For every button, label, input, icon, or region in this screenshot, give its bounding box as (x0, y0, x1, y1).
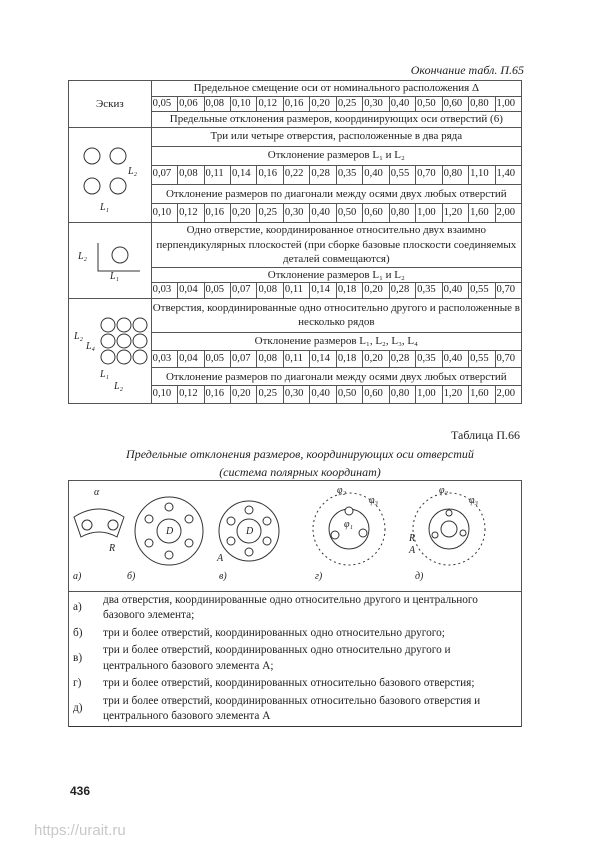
delta-value: 1,00 (495, 96, 521, 112)
svg-text:D: D (246, 526, 254, 537)
item-text: два отверстия, координированные одно относительно другого и центрального базового элемента; (99, 591, 522, 625)
list-item (69, 675, 522, 693)
svg-text:φ₃: φ₃ (369, 495, 379, 506)
tolerance-value: 0,80 (389, 386, 415, 404)
item-key: д) (69, 693, 100, 727)
delta-value: 0,16 (283, 96, 309, 112)
tolerance-value: 0,50 (336, 203, 362, 222)
sketch-header: Эскиз (69, 81, 152, 128)
tolerance-value: 0,14 (310, 350, 336, 368)
tolerance-value: 0,16 (204, 203, 230, 222)
figure-label-g: г) (315, 571, 323, 582)
tolerance-value: 0,80 (442, 165, 468, 184)
section-title: Отверстия, координированные одно относительно другого и расположенные в несколько рядов (151, 298, 521, 332)
figure-label-b: б) (127, 571, 136, 582)
delta-value: 0,40 (389, 96, 415, 112)
header-deviations: Предельные отклонения размеров, координирующих оси отверстий (6) (151, 112, 521, 128)
table-row (69, 223, 522, 268)
tolerance-value: 0,70 (495, 350, 521, 368)
tolerance-value: 1,20 (442, 386, 468, 404)
figure-label-d: д) (415, 571, 424, 582)
item-key: а) (69, 591, 100, 625)
figure-label-a: а) (73, 571, 82, 582)
tolerance-value: 0,70 (416, 165, 442, 184)
svg-text:L₂: L₂ (113, 380, 123, 392)
tolerance-value: 0,04 (178, 283, 204, 299)
tolerance-value: 0,16 (257, 165, 283, 184)
tolerance-value: 1,20 (442, 203, 468, 222)
polar-tolerance-table (68, 480, 522, 727)
svg-text:R: R (109, 543, 116, 554)
svg-text:L₄: L₄ (85, 340, 95, 352)
tolerance-value: 0,60 (363, 386, 389, 404)
tolerance-value: 0,22 (283, 165, 309, 184)
tolerance-value: 1,60 (469, 203, 495, 222)
page-number: 436 (70, 784, 91, 798)
tolerance-value: 0,55 (469, 283, 495, 299)
svg-text:L₂: L₂ (77, 251, 87, 262)
svg-text:A: A (409, 545, 416, 556)
tolerance-value: 0,10 (151, 203, 177, 222)
tolerance-value: 0,08 (178, 165, 204, 184)
delta-value: 0,12 (257, 96, 283, 112)
tolerance-value: 0,08 (257, 283, 283, 299)
tolerance-value: 2,00 (495, 203, 521, 222)
tolerance-value: 1,40 (495, 165, 521, 184)
svg-text:φ₂: φ₂ (439, 485, 449, 496)
list-item (69, 591, 522, 625)
delta-value: 0,50 (416, 96, 442, 112)
tolerance-value: 0,40 (442, 350, 468, 368)
tolerance-value: 0,07 (231, 350, 257, 368)
row-label: Отклонение размеров L₁, L₂, L₃, L₄ (151, 332, 521, 350)
delta-value: 0,20 (310, 96, 336, 112)
table-title: Предельные отклонения размеров, координирующих оси отверстий (126, 447, 474, 461)
tolerance-value: 0,60 (363, 203, 389, 222)
tolerance-value: 0,25 (257, 203, 283, 222)
tolerance-value: 0,11 (283, 283, 309, 299)
tolerance-value: 1,00 (416, 386, 442, 404)
tolerance-value: 0,14 (310, 283, 336, 299)
tolerance-value: 2,00 (495, 386, 521, 404)
table-subtitle: (система полярных координат) (219, 465, 381, 479)
svg-text:α: α (94, 487, 100, 498)
delta-value: 0,05 (151, 96, 177, 112)
tolerance-value: 0,05 (204, 283, 230, 299)
list-item (69, 642, 522, 675)
item-key: в) (69, 642, 100, 675)
delta-value: 0,06 (178, 96, 204, 112)
item-text: три и более отверстий, координированных одно относительно другого и центрального базового элемента А; (99, 642, 522, 675)
tolerance-value: 0,40 (442, 283, 468, 299)
tolerance-value: 0,70 (495, 283, 521, 299)
item-text: три и более отверстий, координированных относительно базового отверстия; (99, 675, 522, 693)
tolerance-value: 0,55 (469, 350, 495, 368)
tolerance-value: 0,35 (416, 283, 442, 299)
delta-value: 0,08 (204, 96, 230, 112)
list-item (69, 693, 522, 727)
svg-text:D: D (166, 526, 174, 537)
svg-text:L₁: L₁ (99, 368, 109, 380)
svg-text:L₁: L₁ (99, 201, 109, 213)
tolerance-value: 0,11 (204, 165, 230, 184)
tolerance-value: 0,03 (151, 283, 177, 299)
tolerance-value: 0,28 (389, 283, 415, 299)
tolerance-value: 0,07 (151, 165, 177, 184)
section-title: Одно отверстие, координированное относительно двух взаимно перпендикулярных плоскостей (при сборке базовые плоскости соединяемых деталей совмещаются) (151, 223, 521, 268)
table-continuation-label: Окончание табл. П.65 (410, 63, 524, 77)
tolerance-value: 0,25 (257, 386, 283, 404)
table-row (69, 298, 522, 332)
table-row (69, 127, 522, 146)
tolerance-value: 0,35 (336, 165, 362, 184)
tolerance-value: 0,28 (389, 350, 415, 368)
tolerance-value: 0,20 (231, 386, 257, 404)
svg-text:φ₂: φ₂ (337, 485, 347, 496)
header-delta: Предельное смещение оси от номинального расположения Δ (151, 81, 521, 97)
tolerance-value: 1,00 (416, 203, 442, 222)
table-row (69, 81, 522, 97)
tolerance-value: 0,20 (231, 203, 257, 222)
table-number: Таблица П.66 (451, 428, 520, 442)
tolerance-value: 0,30 (283, 386, 309, 404)
svg-text:A: A (217, 553, 224, 564)
tolerance-value: 0,20 (363, 350, 389, 368)
tolerance-value: 0,18 (336, 283, 362, 299)
tolerance-value: 0,07 (231, 283, 257, 299)
row-label: Отклонение размеров L₁ и L₂ (151, 267, 521, 283)
tolerance-value: 0,50 (336, 386, 362, 404)
row-label: Отклонение размеров по диагонали между осями двух любых отверстий (151, 184, 521, 203)
tolerance-value: 0,12 (178, 386, 204, 404)
tolerance-value: 0,40 (310, 203, 336, 222)
svg-text:R: R (409, 533, 416, 544)
tolerance-value: 0,40 (310, 386, 336, 404)
tolerance-value: 0,05 (204, 350, 230, 368)
watermark-url: https://urait.ru (34, 822, 126, 839)
item-text: три и более отверстий, координированных относительно базового отверстия и центрального базового элемента А (99, 693, 522, 727)
row-label: Отклонение размеров по диагонали между осями двух любых отверстий (151, 368, 521, 386)
item-key: б) (69, 625, 100, 643)
sketch-single-hole-icon (69, 223, 152, 299)
tolerance-value: 0,28 (310, 165, 336, 184)
svg-text:φ₃: φ₃ (469, 495, 479, 506)
delta-value: 0,30 (363, 96, 389, 112)
sketch-two-rows-icon (69, 127, 152, 223)
list-item (69, 625, 522, 643)
tolerance-value: 0,12 (178, 203, 204, 222)
item-text: три и более отверстий, координированных одно относительно другого; (99, 625, 522, 643)
tolerance-value: 0,30 (283, 203, 309, 222)
polar-sketches-figure (69, 481, 521, 585)
delta-value: 0,10 (231, 96, 257, 112)
tolerance-value: 1,10 (469, 165, 495, 184)
tolerance-value: 0,03 (151, 350, 177, 368)
row-label: Отклонение размеров L₁ и L₂ (151, 146, 521, 165)
tolerance-value: 0,14 (231, 165, 257, 184)
tolerance-value: 0,40 (363, 165, 389, 184)
sketch-grid-holes-icon (69, 298, 152, 404)
tolerance-value: 0,10 (151, 386, 177, 404)
figure-label-v: в) (219, 571, 227, 582)
tolerance-value: 0,11 (283, 350, 309, 368)
svg-text:L₁: L₁ (109, 271, 119, 282)
svg-text:φ₁: φ₁ (344, 519, 354, 530)
svg-text:L₂: L₂ (73, 330, 83, 342)
delta-value: 0,80 (469, 96, 495, 112)
tolerance-value: 0,16 (204, 386, 230, 404)
tolerance-value: 1,60 (469, 386, 495, 404)
tolerance-value: 0,08 (257, 350, 283, 368)
delta-value: 0,25 (336, 96, 362, 112)
tolerance-value: 0,80 (389, 203, 415, 222)
tolerance-value: 0,55 (389, 165, 415, 184)
tolerance-table-p65 (68, 80, 522, 404)
delta-value: 0,60 (442, 96, 468, 112)
tolerance-value: 0,18 (336, 350, 362, 368)
svg-text:L₂: L₂ (127, 165, 137, 177)
tolerance-value: 0,04 (178, 350, 204, 368)
tolerance-value: 0,35 (416, 350, 442, 368)
tolerance-value: 0,20 (363, 283, 389, 299)
item-key: г) (69, 675, 100, 693)
section-title: Три или четыре отверстия, расположенные в два ряда (151, 127, 521, 146)
